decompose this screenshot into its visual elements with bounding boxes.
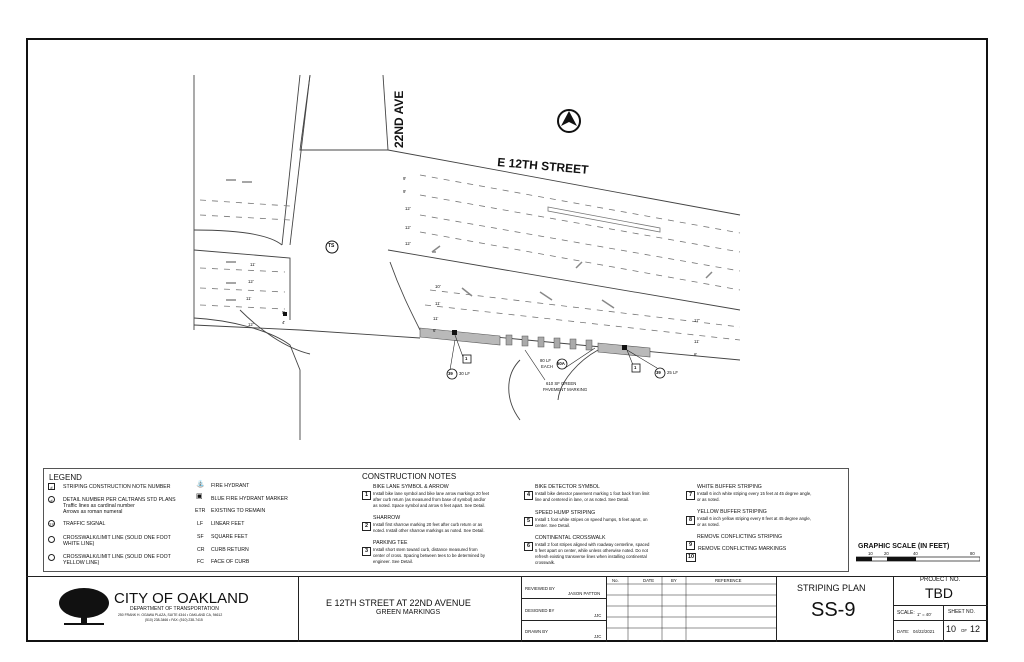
note-2-body-2: noted. Install other sharrow markings as noted. See Detail. bbox=[373, 528, 485, 533]
drawn-by: JJC bbox=[594, 634, 602, 639]
lane-width-right-3: 6' bbox=[694, 352, 698, 357]
scale-tick-40: 40 bbox=[913, 551, 918, 556]
crosswalk-white-icon bbox=[48, 536, 55, 543]
sheet-divider bbox=[943, 605, 944, 642]
construction-notes-title: CONSTRUCTION NOTES bbox=[362, 472, 457, 481]
hydrant-marker-icon: ▣ bbox=[196, 493, 203, 500]
note-3-body-3: engineer. See Detail. bbox=[373, 559, 413, 564]
avenue-label: 22ND AVE bbox=[392, 90, 406, 148]
lane-width-left-4: 12' bbox=[248, 322, 254, 327]
left-small-label-1: 5' bbox=[282, 310, 286, 315]
note-6-body-3: refresh existing transverse lines when installing continental bbox=[535, 554, 647, 559]
legend-item-2-sub: Traffic lines as cardinal number bbox=[63, 503, 135, 509]
lane-width-left-1: 11' bbox=[250, 262, 256, 267]
sheet-of: OF bbox=[961, 628, 967, 633]
callout-2-tag: 39 bbox=[656, 370, 661, 375]
note-6-body-2: 5 feet apart on center, while unless otherwise noted. Do not bbox=[535, 548, 648, 553]
sheet-no-label: SHEET NO. bbox=[948, 609, 975, 615]
scale-tick-80: 80 bbox=[970, 551, 975, 556]
note-2: 2 SHARROW bbox=[362, 514, 371, 532]
lane-width-lower-2: 11' bbox=[435, 301, 441, 306]
note-8-body-2: or as noted. bbox=[697, 522, 720, 527]
scale-divider bbox=[893, 620, 988, 621]
note-4-body-1: Install bike detector pavement marking 1 foot back from limit bbox=[535, 491, 650, 496]
designed-by-label: DESIGNED BY bbox=[525, 608, 555, 613]
note-3-body-1: Install short stem toward curb, distance measured from bbox=[373, 547, 478, 552]
note-4: 4 BIKE DETECTOR SYMBOL bbox=[524, 483, 533, 501]
lane-width-lower-3: 11' bbox=[433, 316, 439, 321]
abbr-label-3: EXISTING TO REMAIN bbox=[211, 508, 266, 514]
lane-width-upper-2: 9' bbox=[403, 189, 407, 194]
lane-width-upper-4: 12' bbox=[405, 225, 411, 230]
abbr-code-7: FC bbox=[197, 559, 204, 565]
designed-by: JJC bbox=[594, 613, 602, 618]
legend-title: LEGEND bbox=[49, 473, 82, 482]
abbr-code-4: LF bbox=[197, 521, 204, 527]
graphic-scale-bar bbox=[856, 556, 980, 564]
address: 250 FRANK H. OGAWA PLAZA, SUITE 4344 • OAKLAND CA, 94612 bbox=[118, 613, 223, 617]
abbr-code-6: CR bbox=[197, 547, 205, 553]
callout-each: EACH bbox=[541, 364, 553, 369]
north-arrow-icon bbox=[558, 110, 580, 132]
left-small-label-2: 4' bbox=[282, 320, 286, 325]
note-1: 1 BIKE LANE SYMBOL & ARROW bbox=[362, 483, 371, 501]
date-label: DATE: bbox=[897, 629, 910, 634]
date-value: 04/22/2021 bbox=[913, 629, 935, 634]
scale-label: SCALE: bbox=[897, 610, 915, 616]
note-1-body-2: after curb return (as measured from base of symbol) and/or bbox=[373, 497, 486, 502]
abbr-label-1: FIRE HYDRANT bbox=[211, 483, 250, 489]
note-5: 5 SPEED HUMP STRIPING bbox=[524, 509, 533, 527]
signal-tag: TS bbox=[328, 243, 335, 249]
project-no-divider bbox=[893, 605, 988, 606]
callout-each-tag: 50A bbox=[557, 361, 565, 366]
title-block-top-line bbox=[26, 576, 988, 577]
note-5-body-2: center. See Detail. bbox=[535, 523, 571, 528]
title-divider-4 bbox=[776, 576, 777, 642]
note-6: 6 CONTINENTAL CROSSWALK bbox=[524, 534, 533, 552]
traffic-signal-icon: TS bbox=[49, 522, 55, 527]
scale-tick-10: 10 bbox=[868, 551, 873, 556]
reviewer-line-2 bbox=[521, 620, 606, 621]
reviewed-by: JASON PATTON bbox=[568, 591, 601, 596]
rev-header-no: No. bbox=[612, 578, 619, 583]
note-2-body-1: Install first sharrow marking 20 feet after curb return or as bbox=[373, 522, 483, 527]
crosswalk-yellow-icon bbox=[48, 554, 55, 561]
fire-hydrant-icon: ⛲ bbox=[196, 481, 205, 488]
note-1-body-3: as noted. Space symbol and arrow 6 feet apart. See Detail. bbox=[373, 503, 486, 508]
callout-green: 610 SF GREEN bbox=[546, 381, 577, 386]
title-divider-1 bbox=[298, 576, 299, 642]
note-5-body-1: Install 1 foot white stripes on speed humps, 5 feet apart, on bbox=[535, 517, 648, 522]
rev-header-reference: REFERENCE bbox=[715, 578, 742, 583]
graphic-scale-title: GRAPHIC SCALE (IN FEET) bbox=[858, 543, 950, 550]
legend-note-symbol: # bbox=[48, 483, 55, 490]
callout-1-tag: 39 bbox=[448, 371, 453, 376]
abbr-label-2: BLUE FIRE HYDRANT MARKER bbox=[211, 496, 288, 502]
legend-item-2: DETAIL NUMBER PER CALTRANS STD PLANS bbox=[63, 497, 176, 503]
legend-item-4: CROSSWALK/LIMIT LINE (SOLID ONE FOOT bbox=[63, 535, 171, 541]
abbr-label-5: SQUARE FEET bbox=[211, 534, 248, 540]
department: DEPARTMENT OF TRANSPORTATION bbox=[130, 606, 219, 612]
project-no: TBD bbox=[925, 585, 953, 601]
legend-item-5-sub: YELLOW LINE) bbox=[63, 560, 100, 566]
project-no-label: PROJECT NO. bbox=[920, 577, 961, 583]
lane-width-right-2: 11' bbox=[694, 339, 700, 344]
note-4-body-2: line and centered in lane, or as noted. See Detail. bbox=[535, 497, 630, 502]
callout-2-length: 25 LF bbox=[667, 370, 678, 375]
drawn-by-label: DRAWN BY bbox=[525, 629, 548, 634]
legend-item-5: CROSSWALK/LIMIT LINE (SOLID ONE FOOT bbox=[63, 554, 171, 560]
legend-item-2-sub2: Arrows as roman numeral bbox=[63, 509, 123, 515]
rev-header-by: BY bbox=[671, 578, 677, 583]
note-6-body-1: Install 2 foot stripes aligned with roadway centerline, spaced bbox=[535, 542, 650, 547]
abbr-code-5: SF bbox=[197, 534, 204, 540]
abbr-label-7: FACE OF CURB bbox=[211, 559, 250, 565]
legend-item-4-sub: WHITE LINE) bbox=[63, 541, 95, 547]
note-6-body-4: crosswalk. bbox=[535, 560, 556, 565]
lane-width-upper-5: 12' bbox=[405, 241, 411, 246]
note-7-body-1: Install 6 inch white striping every 15 feet at 45 degree angle, bbox=[697, 491, 812, 496]
lane-width-left-2: 12' bbox=[248, 279, 254, 284]
abbr-label-6: CURB RETURN bbox=[211, 547, 249, 553]
lane-width-left-3: 11' bbox=[246, 296, 252, 301]
street-label: E 12TH STREET bbox=[496, 155, 590, 177]
callout-green-2: PAVEMENT MARKING bbox=[543, 387, 588, 392]
lane-width-right-1: 17' bbox=[694, 318, 700, 323]
city-name: CITY OF OAKLAND bbox=[114, 590, 249, 607]
callout-1-length: 30 LF bbox=[459, 371, 470, 376]
lane-width-lower-4: 6' bbox=[433, 328, 437, 333]
lane-width-lower-1: 10' bbox=[435, 284, 441, 289]
reviewed-by-label: REVIEWED BY bbox=[525, 586, 555, 591]
note-7: 7 WHITE BUFFER STRIPING bbox=[686, 483, 695, 501]
project-subtitle: GREEN MARKINGS bbox=[376, 609, 441, 616]
phone: (510) 238-3466 • FAX: (510) 238-7415 bbox=[145, 618, 203, 622]
callout-note-2: 1 bbox=[634, 365, 637, 370]
revision-table bbox=[606, 576, 776, 642]
note-8: 8 YELLOW BUFFER STRIPING bbox=[686, 508, 695, 526]
lane-width-upper-3: 12' bbox=[405, 206, 411, 211]
sheet-total: 12 bbox=[970, 624, 981, 634]
scale-value: 1" = 40' bbox=[917, 612, 932, 617]
legend-item-3: TRAFFIC SIGNAL bbox=[63, 521, 106, 527]
note-8-body-1: Install 6 inch yellow striping every 8 feet at 45 degree angle, bbox=[697, 516, 811, 521]
lane-width-upper-1: 9' bbox=[403, 176, 407, 181]
rev-header-date: DATE bbox=[643, 578, 655, 583]
callout-lf: 80 LF bbox=[540, 358, 551, 363]
legend-detail-symbol: # bbox=[48, 496, 55, 503]
sheet-code: SS-9 bbox=[811, 599, 856, 621]
note-9: 9 REMOVE CONFLICTING STRIPING bbox=[686, 533, 695, 551]
abbr-code-3: ETR bbox=[195, 508, 206, 514]
abbr-label-4: LINEAR FEET bbox=[211, 521, 245, 527]
project-title: E 12TH STREET AT 22ND AVENUE bbox=[326, 598, 471, 608]
callout-note-1: 1 bbox=[465, 356, 468, 361]
reviewer-line-1 bbox=[521, 598, 606, 599]
sheet-no: 10 bbox=[946, 624, 957, 634]
note-7-body-2: or as noted. bbox=[697, 497, 720, 502]
note-1-body-1: Install bike lane symbol and bike lane arrow markings 20 feet bbox=[373, 491, 490, 496]
plan-type: STRIPING PLAN bbox=[797, 583, 866, 593]
title-divider-5 bbox=[893, 576, 894, 642]
note-3: 3 PARKING TEE bbox=[362, 539, 371, 557]
scale-tick-20: 20 bbox=[884, 551, 889, 556]
oak-tree-logo bbox=[58, 585, 110, 627]
note-10: 10 REMOVE CONFLICTING MARKINGS bbox=[687, 546, 787, 560]
legend-item-1: STRIPING CONSTRUCTION NOTE NUMBER bbox=[63, 484, 171, 490]
title-divider-2 bbox=[521, 576, 522, 642]
note-3-body-2: center of cross. Spacing between tees to be determined by bbox=[373, 553, 486, 558]
